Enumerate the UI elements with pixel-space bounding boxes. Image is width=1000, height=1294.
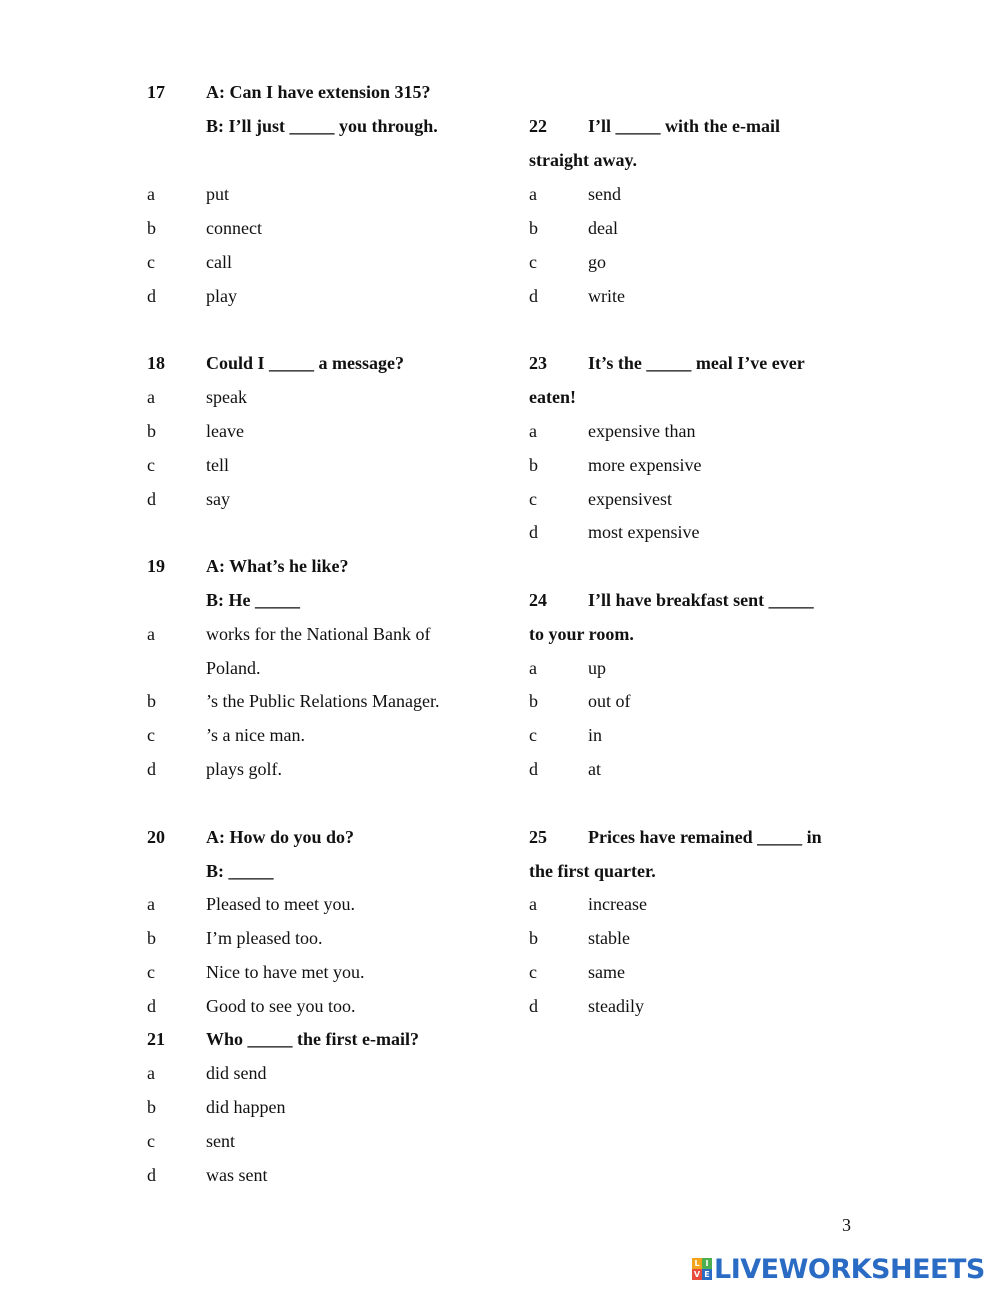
question-stem: It’s the _____ meal I’ve ever [588, 353, 805, 373]
option-letter: c [529, 725, 537, 745]
option-letter: a [529, 421, 537, 441]
logo-mark-letter: I [702, 1258, 712, 1269]
question-stem: A: What’s he like? [206, 556, 349, 576]
option-letter: c [529, 962, 537, 982]
option-text: say [206, 489, 230, 509]
option-letter: a [147, 184, 155, 204]
question-stem: B: _____ [206, 861, 274, 881]
option-letter: b [529, 218, 538, 238]
option-text: stable [588, 928, 630, 948]
option-text: was sent [206, 1165, 268, 1185]
logo-text: LIVEWORKSHEETS [714, 1253, 985, 1285]
logo-mark-icon [692, 1258, 712, 1280]
option-text: tell [206, 455, 229, 475]
logo-mark-letter: V [693, 1270, 701, 1279]
option-text: did happen [206, 1097, 286, 1117]
option-letter: d [529, 759, 538, 779]
option-text: works for the National Bank of [206, 624, 431, 644]
liveworksheets-logo [692, 1252, 985, 1286]
question-stem: Who _____ the first e-mail? [206, 1029, 419, 1049]
option-letter: a [147, 1063, 155, 1083]
option-letter: c [529, 489, 537, 509]
option-letter: a [529, 184, 537, 204]
option-text: steadily [588, 996, 644, 1016]
question-stem-continued: to your room. [529, 624, 634, 644]
question-stem-continued: the first quarter. [529, 861, 656, 881]
question-number: 19 [147, 556, 165, 576]
option-text: increase [588, 894, 647, 914]
option-letter: d [147, 996, 156, 1016]
option-letter: c [147, 962, 155, 982]
option-text: Good to see you too. [206, 996, 356, 1016]
question-stem-continued: eaten! [529, 387, 576, 407]
option-text: did send [206, 1063, 267, 1083]
option-text: ’s a nice man. [206, 725, 305, 745]
option-text: plays golf. [206, 759, 282, 779]
option-text: Pleased to meet you. [206, 894, 355, 914]
page-number: 3 [842, 1215, 851, 1235]
option-letter: b [529, 455, 538, 475]
option-text: more expensive [588, 455, 702, 475]
option-text: put [206, 184, 230, 204]
option-text: expensive than [588, 421, 696, 441]
option-text: I’m pleased too. [206, 928, 323, 948]
question-stem: B: I’ll just _____ you through. [206, 116, 438, 136]
question-number: 22 [529, 116, 547, 136]
option-letter: d [147, 759, 156, 779]
question-number: 25 [529, 827, 547, 847]
option-letter: b [529, 928, 538, 948]
option-letter: c [147, 725, 155, 745]
option-letter: c [147, 1131, 155, 1151]
option-letter: d [147, 286, 156, 306]
question-number: 24 [529, 590, 547, 610]
option-letter: c [147, 455, 155, 475]
question-stem: I’ll have breakfast sent _____ [588, 590, 814, 610]
question-number: 20 [147, 827, 165, 847]
option-text: same [588, 962, 625, 982]
question-number: 18 [147, 353, 165, 373]
option-text: leave [206, 421, 244, 441]
question-stem: A: Can I have extension 315? [206, 82, 431, 102]
question-stem: Could I _____ a message? [206, 353, 405, 373]
option-letter: a [147, 624, 155, 644]
option-letter: a [529, 658, 537, 678]
option-letter: a [529, 894, 537, 914]
option-letter: a [147, 387, 155, 407]
option-letter: d [529, 996, 538, 1016]
left-column [147, 0, 527, 1294]
question-number: 23 [529, 353, 547, 373]
option-text: in [588, 725, 603, 745]
option-letter: d [529, 286, 538, 306]
option-text: Nice to have met you. [206, 962, 365, 982]
option-letter: b [147, 691, 156, 711]
question-stem: A: How do you do? [206, 827, 355, 847]
option-text: connect [206, 218, 262, 238]
option-text: go [588, 252, 606, 272]
option-text: Poland. [206, 658, 261, 678]
option-letter: b [529, 691, 538, 711]
option-letter: b [147, 218, 156, 238]
option-text: play [206, 286, 237, 306]
option-letter: c [529, 252, 537, 272]
option-letter: c [147, 252, 155, 272]
option-text: up [588, 658, 606, 678]
question-number: 17 [147, 82, 165, 102]
question-stem: B: He _____ [206, 590, 300, 610]
option-text: at [588, 759, 601, 779]
option-letter: b [147, 928, 156, 948]
option-letter: b [147, 1097, 156, 1117]
option-letter: d [147, 1165, 156, 1185]
option-letter: d [147, 489, 156, 509]
logo-mark-letter: E [702, 1269, 712, 1280]
option-text: send [588, 184, 621, 204]
option-letter: a [147, 894, 155, 914]
option-text: call [206, 252, 232, 272]
option-text: ’s the Public Relations Manager. [206, 691, 440, 711]
question-stem-continued: straight away. [529, 150, 637, 170]
option-text: expensivest [588, 489, 672, 509]
question-stem: I’ll _____ with the e-mail [588, 116, 780, 136]
option-text: out of [588, 691, 631, 711]
question-number: 21 [147, 1029, 165, 1049]
option-text: deal [588, 218, 618, 238]
option-letter: d [529, 522, 538, 542]
logo-mark-letter: L [692, 1258, 702, 1269]
option-text: write [588, 286, 625, 306]
question-stem: Prices have remained _____ in [588, 827, 822, 847]
option-letter: b [147, 421, 156, 441]
right-column [529, 0, 859, 1294]
option-text: speak [206, 387, 247, 407]
option-text: sent [206, 1131, 235, 1151]
option-text: most expensive [588, 522, 700, 542]
